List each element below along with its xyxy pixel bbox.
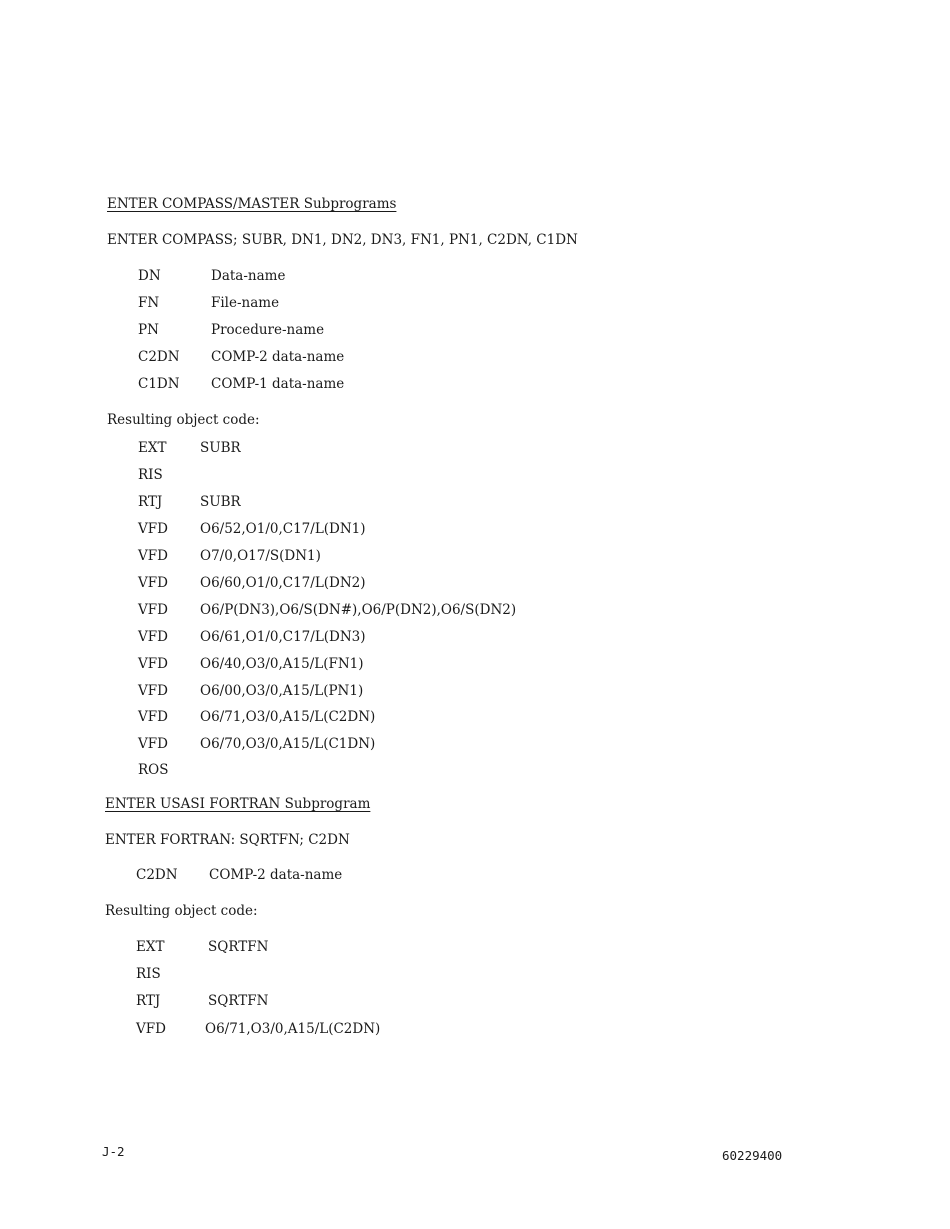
code-op: VFD bbox=[138, 575, 168, 591]
code-op: VFD bbox=[138, 521, 168, 537]
code-arg: O6/00,O3/0,A15/L(PN1) bbox=[200, 683, 364, 699]
code-arg: O6/61,O1/0,C17/L(DN3) bbox=[200, 629, 366, 645]
code-arg: O6/71,O3/0,A15/L(C2DN) bbox=[200, 709, 376, 725]
code-op: RTJ bbox=[138, 494, 163, 510]
code-arg: O6/40,O3/0,A15/L(FN1) bbox=[200, 656, 364, 672]
code-op: EXT bbox=[138, 440, 167, 456]
definition-term: DN bbox=[138, 268, 161, 284]
code-arg: O6/71,O3/0,A15/L(C2DN) bbox=[205, 1021, 381, 1037]
code-arg: SQRTFN bbox=[208, 939, 269, 955]
document-number: 60229400 bbox=[722, 1148, 783, 1163]
result-label: Resulting object code: bbox=[107, 412, 260, 428]
definition-desc: Procedure-name bbox=[211, 322, 325, 338]
definition-term: FN bbox=[138, 295, 160, 311]
code-op: VFD bbox=[138, 548, 168, 564]
section-heading-compass: ENTER COMPASS/MASTER Subprograms bbox=[107, 196, 397, 212]
definition-desc: COMP-2 data-name bbox=[209, 867, 343, 883]
code-arg: O7/0,O17/S(DN1) bbox=[200, 548, 321, 564]
code-op: VFD bbox=[136, 1021, 166, 1037]
code-arg: O6/70,O3/0,A15/L(C1DN) bbox=[200, 736, 376, 752]
result-label: Resulting object code: bbox=[105, 903, 258, 919]
code-op: VFD bbox=[138, 736, 168, 752]
code-arg: O6/60,O1/0,C17/L(DN2) bbox=[200, 575, 366, 591]
definition-desc: File-name bbox=[211, 295, 280, 311]
code-op: VFD bbox=[138, 602, 168, 618]
definition-desc: Data-name bbox=[211, 268, 286, 284]
code-op: EXT bbox=[136, 939, 165, 955]
code-op: VFD bbox=[138, 709, 168, 725]
code-arg: O6/P(DN3),O6/S(DN#),O6/P(DN2),O6/S(DN2) bbox=[200, 602, 517, 618]
definition-term: C1DN bbox=[138, 376, 180, 392]
code-op: ROS bbox=[138, 762, 169, 778]
definition-desc: COMP-2 data-name bbox=[211, 349, 345, 365]
code-op: VFD bbox=[138, 683, 168, 699]
code-arg: O6/52,O1/0,C17/L(DN1) bbox=[200, 521, 366, 537]
definition-term: C2DN bbox=[136, 867, 178, 883]
code-op: RIS bbox=[136, 966, 161, 982]
page-number: J-2 bbox=[102, 1144, 125, 1159]
definition-term: C2DN bbox=[138, 349, 180, 365]
code-arg: SUBR bbox=[200, 440, 241, 456]
code-op: VFD bbox=[138, 629, 168, 645]
code-op: RIS bbox=[138, 467, 163, 483]
code-arg: SQRTFN bbox=[208, 993, 269, 1009]
definition-desc: COMP-1 data-name bbox=[211, 376, 345, 392]
enter-fortran-statement: ENTER FORTRAN: SQRTFN; C2DN bbox=[105, 832, 350, 848]
enter-compass-statement: ENTER COMPASS; SUBR, DN1, DN2, DN3, FN1, PN1, C2DN, C1DN bbox=[107, 232, 578, 248]
code-op: RTJ bbox=[136, 993, 161, 1009]
code-op: VFD bbox=[138, 656, 168, 672]
section-heading-fortran: ENTER USASI FORTRAN Subprogram bbox=[105, 796, 371, 812]
code-arg: SUBR bbox=[200, 494, 241, 510]
definition-term: PN bbox=[138, 322, 159, 338]
